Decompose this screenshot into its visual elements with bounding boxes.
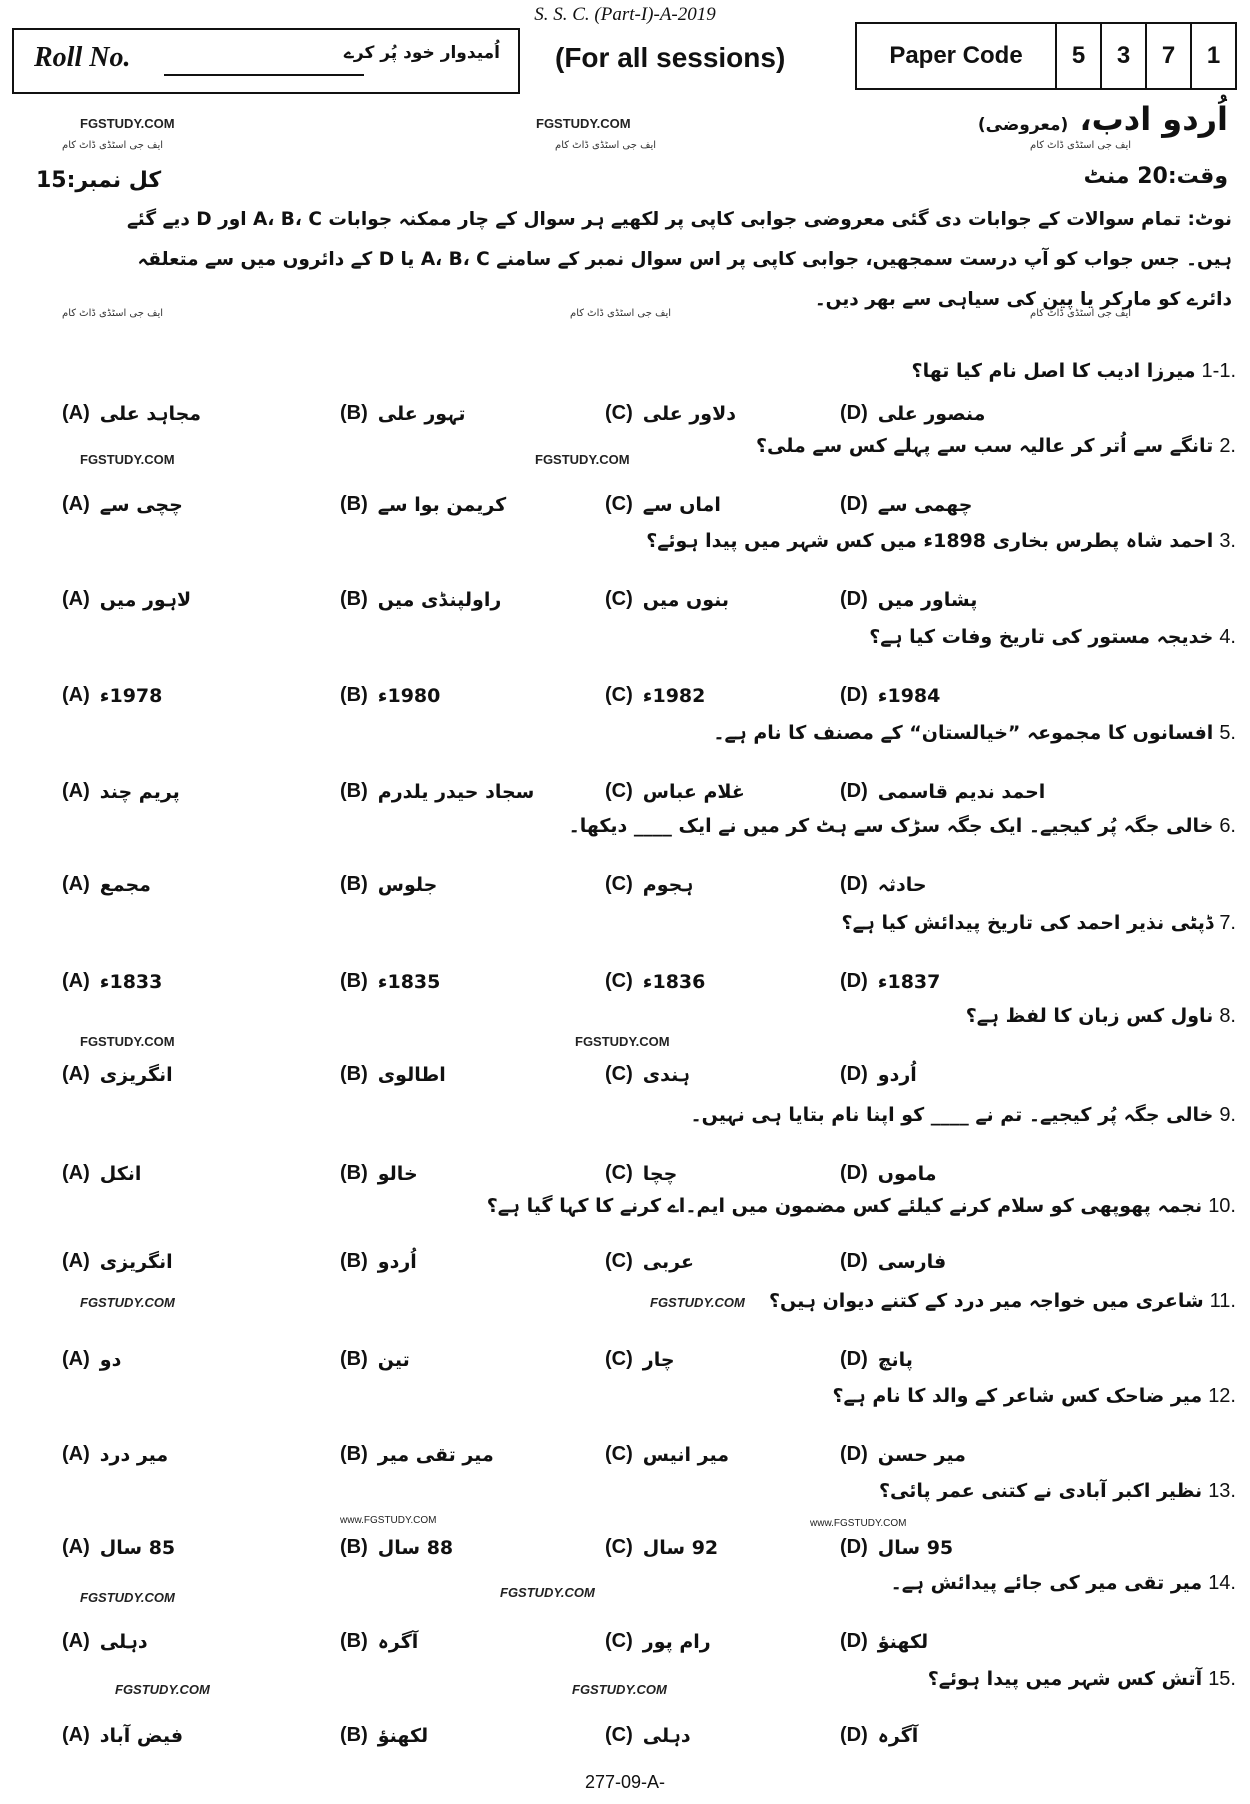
option-d — [840, 873, 927, 896]
option-text: انگریزی — [99, 1250, 173, 1273]
option-b — [340, 493, 506, 516]
question-text: نظیر اکبر آبادی نے کتنی عمر پائی؟ — [878, 1480, 1203, 1502]
option-c — [605, 1063, 690, 1086]
paper-code-label: Paper Code — [889, 42, 1023, 69]
watermark: FGSTUDY.COM — [80, 1034, 175, 1049]
option-label: (A) — [62, 1250, 90, 1272]
option-text: جلوس — [377, 873, 438, 896]
watermark: FGSTUDY.COM — [500, 1585, 595, 1600]
question-text: میر تقی میر کی جائے پیدائش ہے۔ — [890, 1572, 1203, 1594]
option-label: (D) — [840, 1536, 868, 1558]
option-label: (A) — [62, 493, 90, 515]
option-label: (B) — [340, 684, 368, 706]
option-text: فیض آباد — [99, 1724, 184, 1747]
total-marks: کل نمبر:15 — [36, 168, 162, 193]
option-a — [62, 1063, 173, 1086]
option-text: اطالوی — [377, 1063, 446, 1086]
option-label: (B) — [340, 1348, 368, 1370]
option-a — [62, 873, 151, 896]
option-text: اُردو — [377, 1250, 417, 1273]
option-text: راولپنڈی میں — [377, 588, 502, 611]
option-text: رام پور — [642, 1630, 711, 1653]
paper-code-digit: 5 — [1055, 24, 1100, 88]
option-d — [840, 1536, 953, 1559]
option-c — [605, 1443, 729, 1466]
option-c — [605, 1630, 711, 1653]
option-text: چچا — [642, 1162, 678, 1185]
question-9 — [691, 1104, 1237, 1127]
option-text: 1980ء — [377, 684, 441, 707]
question-13 — [879, 1480, 1236, 1503]
option-text: عربی — [642, 1250, 694, 1273]
option-a — [62, 1162, 141, 1185]
option-text: دہلی — [99, 1630, 148, 1653]
option-label: (B) — [340, 493, 368, 515]
option-text: دلاور علی — [642, 402, 736, 425]
option-text: ہجوم — [642, 873, 694, 896]
question-8 — [966, 1005, 1236, 1028]
option-label: (A) — [62, 684, 90, 706]
watermark: FGSTUDY.COM — [572, 1682, 667, 1697]
subject-type: (معروضی) — [977, 115, 1069, 135]
option-a — [62, 1630, 148, 1653]
paper-code-digit: 7 — [1145, 24, 1190, 88]
question-text: احمد شاہ پطرس بخاری 1898ء میں کس شہر میں پیدا ہوئے؟ — [646, 530, 1214, 552]
option-a — [62, 1348, 121, 1371]
question-text: تانگے سے اُتر کر عالیہ سب سے پہلے کس سے ملی؟ — [756, 435, 1214, 457]
question-text: میرزا ادیب کا اصل نام کیا تھا؟ — [911, 360, 1196, 382]
option-text: 85 سال — [99, 1536, 176, 1559]
watermark-urdu: ایف جی اسٹڈی ڈاٹ کام — [62, 308, 164, 319]
option-c — [605, 493, 721, 516]
option-a — [62, 588, 191, 611]
option-b — [340, 873, 437, 896]
option-label: (B) — [340, 588, 368, 610]
option-a — [62, 1536, 175, 1559]
question-text: آتش کس شہر میں پیدا ہوئے؟ — [927, 1668, 1203, 1690]
option-c — [605, 1162, 677, 1185]
footer-code: 277-09-A- — [584, 1772, 666, 1792]
paper-code-digit: 3 — [1100, 24, 1145, 88]
option-label: (D) — [840, 873, 868, 895]
option-b — [340, 970, 440, 993]
watermark: FGSTUDY.COM — [650, 1295, 745, 1310]
option-label: (C) — [605, 402, 633, 424]
question-number: 9. — [1219, 1104, 1236, 1126]
option-c — [605, 1724, 691, 1747]
question-text: شاعری میں خواجہ میر درد کے کتنے دیوان ہیں؟ — [768, 1290, 1204, 1312]
option-label: (B) — [340, 1250, 368, 1272]
watermark-urdu: ایف جی اسٹڈی ڈاٹ کام — [555, 140, 657, 151]
option-text: 1835ء — [377, 970, 441, 993]
option-text: ہندی — [642, 1063, 691, 1086]
option-label: (A) — [62, 402, 90, 424]
watermark: FGSTUDY.COM — [535, 452, 630, 467]
option-text: میر تقی میر — [377, 1443, 494, 1466]
watermark: FGSTUDY.COM — [536, 116, 631, 131]
option-text: مجمع — [99, 873, 151, 896]
option-label: (C) — [605, 1724, 633, 1746]
option-text: دہلی — [642, 1724, 691, 1747]
option-text: ماموں — [877, 1162, 937, 1185]
option-label: (A) — [62, 970, 90, 992]
option-label: (C) — [605, 588, 633, 610]
question-12 — [832, 1385, 1236, 1408]
option-label: (C) — [605, 1536, 633, 1558]
instructions-note: نوٹ: تمام سوالات کے جوابات دی گئی معروضی جوابی کاپی پر لکھیے ہر سوال کے چار ممکنہ جوابات A، B، C اور D دیے گئے ہیں۔ جس جواب کو آپ درست سمجھیں، جوابی کاپی پر اس سوال نمبر کے سامنے A، B، C یا D کے دائروں میں سے متعلقہ دائرے کو مارکر یا پین کی سیاہی سے بھر دیں۔ — [126, 209, 1232, 310]
option-text: پشاور میں — [877, 588, 978, 611]
option-text: لکھنؤ — [877, 1630, 929, 1653]
question-text: نجمہ پھوپھی کو سلام کرنے کیلئے کس مضمون میں ایم۔اے کرنے کا کہا گیا ہے؟ — [486, 1195, 1203, 1217]
option-label: (D) — [840, 588, 868, 610]
option-c — [605, 970, 705, 993]
watermark: FGSTUDY.COM — [80, 1590, 175, 1605]
option-label: (D) — [840, 970, 868, 992]
option-label: (A) — [62, 588, 90, 610]
option-text: آگرہ — [377, 1630, 419, 1653]
option-c — [605, 684, 705, 707]
option-label: (C) — [605, 493, 633, 515]
option-text: منصور علی — [877, 402, 986, 425]
option-label: (C) — [605, 1630, 633, 1652]
option-b — [340, 780, 534, 803]
roll-number-box — [12, 28, 520, 94]
option-d — [840, 493, 972, 516]
watermark: www.FGSTUDY.COM — [810, 1518, 907, 1529]
option-text: دو — [99, 1348, 122, 1371]
option-b — [340, 1063, 446, 1086]
option-label: (B) — [340, 1162, 368, 1184]
option-text: چھمی سے — [877, 493, 973, 516]
option-label: (A) — [62, 873, 90, 895]
watermark-urdu: ایف جی اسٹڈی ڈاٹ کام — [570, 308, 672, 319]
option-label: (B) — [340, 1724, 368, 1746]
watermark-urdu: ایف جی اسٹڈی ڈاٹ کام — [62, 140, 164, 151]
option-text: تین — [377, 1348, 410, 1371]
question-text: میر ضاحک کس شاعر کے والد کا نام ہے؟ — [832, 1385, 1203, 1407]
question-6 — [569, 815, 1236, 838]
option-text: 88 سال — [377, 1536, 454, 1559]
option-label: (B) — [340, 1443, 368, 1465]
option-c — [605, 402, 736, 425]
question-text: ناول کس زبان کا لفظ ہے؟ — [965, 1005, 1214, 1027]
question-number: 10. — [1208, 1195, 1236, 1217]
option-text: 1836ء — [642, 970, 706, 993]
watermark: FGSTUDY.COM — [80, 116, 175, 131]
option-label: (D) — [840, 1443, 868, 1465]
option-c — [605, 1250, 694, 1273]
option-b — [340, 1724, 428, 1747]
option-label: (A) — [62, 1443, 90, 1465]
option-a — [62, 970, 162, 993]
question-number: 5. — [1219, 722, 1236, 744]
option-text: 1978ء — [99, 684, 163, 707]
option-text: میر انیس — [642, 1443, 729, 1466]
watermark-urdu: ایف جی اسٹڈی ڈاٹ کام — [1030, 140, 1132, 151]
option-label: (D) — [840, 493, 868, 515]
option-text: فارسی — [877, 1250, 947, 1273]
option-c — [605, 873, 693, 896]
option-label: (A) — [62, 780, 90, 802]
option-b — [340, 1443, 494, 1466]
option-label: (C) — [605, 1162, 633, 1184]
subject-title: اُردو ادب، (معروضی) — [977, 100, 1228, 138]
option-b — [340, 402, 465, 425]
question-number: 2. — [1219, 435, 1236, 457]
option-label: (C) — [605, 1348, 633, 1370]
option-a — [62, 1724, 183, 1747]
watermark: FGSTUDY.COM — [80, 1295, 175, 1310]
option-label: (C) — [605, 684, 633, 706]
option-label: (B) — [340, 1630, 368, 1652]
option-label: (A) — [62, 1063, 90, 1085]
sessions-label: (For all sessions) — [555, 42, 786, 73]
option-b — [340, 588, 501, 611]
option-label: (D) — [840, 1348, 868, 1370]
option-text: خالو — [377, 1162, 418, 1185]
question-11 — [769, 1290, 1236, 1313]
option-text: 92 سال — [642, 1536, 719, 1559]
option-text: آگرہ — [877, 1724, 919, 1747]
option-a — [62, 1250, 173, 1273]
option-a — [62, 1443, 168, 1466]
question-10 — [487, 1195, 1236, 1218]
option-d — [840, 684, 940, 707]
option-a — [62, 402, 201, 425]
option-label: (D) — [840, 1630, 868, 1652]
option-label: (C) — [605, 970, 633, 992]
option-text: اماں سے — [642, 493, 721, 516]
option-text: انگریزی — [99, 1063, 173, 1086]
option-label: (C) — [605, 873, 633, 895]
option-b — [340, 1630, 418, 1653]
question-number: 1-1. — [1201, 360, 1236, 382]
option-label: (A) — [62, 1630, 90, 1652]
question-number: 12. — [1208, 1385, 1236, 1407]
option-label: (C) — [605, 1250, 633, 1272]
option-text: چار — [642, 1348, 675, 1371]
roll-instruction: اُمیدوار خود پُر کرے — [343, 43, 500, 63]
option-text: احمد ندیم قاسمی — [877, 780, 1046, 803]
watermark: www.FGSTUDY.COM — [340, 1515, 437, 1526]
option-c — [605, 1348, 675, 1371]
option-text: میر درد — [99, 1443, 169, 1466]
question-number: 3. — [1219, 530, 1236, 552]
option-label: (A) — [62, 1724, 90, 1746]
question-text: افسانوں کا مجموعہ ”خیالستان“ کے مصنف کا نام ہے۔ — [713, 722, 1214, 744]
option-d — [840, 1724, 918, 1747]
option-d — [840, 1348, 913, 1371]
question-number: 8. — [1219, 1005, 1236, 1027]
option-a — [62, 684, 162, 707]
paper-code-box — [855, 22, 1237, 90]
option-b — [340, 684, 440, 707]
option-label: (B) — [340, 780, 368, 802]
option-label: (A) — [62, 1536, 90, 1558]
roll-label: Roll No. — [34, 42, 131, 73]
option-label: (D) — [840, 684, 868, 706]
option-text: پانچ — [877, 1348, 913, 1371]
option-c — [605, 1536, 718, 1559]
option-text: 95 سال — [877, 1536, 954, 1559]
watermark: FGSTUDY.COM — [115, 1682, 210, 1697]
question-number: 4. — [1219, 626, 1236, 648]
subject-name: اُردو ادب — [1091, 100, 1228, 138]
option-a — [62, 493, 183, 516]
option-d — [840, 1443, 966, 1466]
option-d — [840, 1063, 917, 1086]
option-label: (A) — [62, 1162, 90, 1184]
option-text: اُردو — [877, 1063, 917, 1086]
option-a — [62, 780, 180, 803]
option-d — [840, 1630, 928, 1653]
option-text: سجاد حیدر یلدرم — [377, 780, 535, 803]
option-label: (B) — [340, 970, 368, 992]
question-4 — [869, 626, 1236, 649]
time-allowed: وقت:20 منٹ — [1083, 164, 1228, 189]
option-b — [340, 1162, 418, 1185]
option-text: 1982ء — [642, 684, 706, 707]
option-label: (D) — [840, 1063, 868, 1085]
question-number: 15. — [1208, 1668, 1236, 1690]
watermark-urdu: ایف جی اسٹڈی ڈاٹ کام — [1030, 308, 1132, 319]
question-15 — [928, 1668, 1236, 1691]
question-14 — [891, 1572, 1236, 1595]
roll-number-field[interactable] — [164, 74, 364, 76]
option-text: پریم چند — [99, 780, 180, 803]
option-text: میر حسن — [877, 1443, 966, 1466]
question-number: 6. — [1219, 815, 1236, 837]
option-text: کریمن بوا سے — [377, 493, 507, 516]
question-text: خالی جگہ پُر کیجیے۔ ایک جگہ سڑک سے ہٹ کر میں نے ایک ____ دیکھا۔ — [568, 815, 1214, 837]
question-3 — [646, 530, 1236, 553]
option-label: (A) — [62, 1348, 90, 1370]
option-c — [605, 588, 729, 611]
option-d — [840, 402, 985, 425]
option-text: لاہور میں — [99, 588, 192, 611]
option-b — [340, 1536, 453, 1559]
question-number: 13. — [1208, 1480, 1236, 1502]
option-label: (C) — [605, 780, 633, 802]
paper-code-digit: 1 — [1190, 24, 1235, 88]
question-1 — [912, 360, 1236, 383]
option-text: مجاہد علی — [99, 402, 202, 425]
option-b — [340, 1348, 410, 1371]
question-number: 11. — [1209, 1290, 1236, 1312]
option-label: (D) — [840, 1250, 868, 1272]
watermark: FGSTUDY.COM — [80, 452, 175, 467]
option-label: (D) — [840, 1162, 868, 1184]
option-label: (B) — [340, 1063, 368, 1085]
question-number: 7. — [1219, 912, 1236, 934]
question-number: 14. — [1208, 1572, 1236, 1594]
question-2 — [756, 435, 1236, 458]
option-c — [605, 780, 745, 803]
option-label: (B) — [340, 1536, 368, 1558]
option-label: (B) — [340, 402, 368, 424]
option-label: (D) — [840, 780, 868, 802]
option-label: (D) — [840, 1724, 868, 1746]
option-text: تہور علی — [377, 402, 466, 425]
option-text: انکل — [99, 1162, 142, 1185]
option-text: چچی سے — [99, 493, 183, 516]
question-text: خدیجہ مستور کی تاریخ وفات کیا ہے؟ — [869, 626, 1214, 648]
option-b — [340, 1250, 417, 1273]
question-7 — [842, 912, 1236, 935]
option-d — [840, 1250, 946, 1273]
option-text: 1837ء — [877, 970, 941, 993]
option-d — [840, 780, 1045, 803]
option-text: 1833ء — [99, 970, 163, 993]
option-text: لکھنؤ — [377, 1724, 429, 1747]
option-d — [840, 588, 977, 611]
question-text: ڈپٹی نذیر احمد کی تاریخ پیدائش کیا ہے؟ — [841, 912, 1214, 934]
question-5 — [713, 722, 1236, 745]
option-text: غلام عباس — [642, 780, 745, 803]
option-text: حادثہ — [877, 873, 927, 896]
watermark: FGSTUDY.COM — [575, 1034, 670, 1049]
question-text: خالی جگہ پُر کیجیے۔ تم نے ____ کو اپنا نام بتایا ہی نہیں۔ — [690, 1104, 1214, 1126]
option-label: (C) — [605, 1443, 633, 1465]
option-d — [840, 1162, 937, 1185]
option-d — [840, 970, 940, 993]
option-text: بنوں میں — [642, 588, 730, 611]
option-label: (B) — [340, 873, 368, 895]
option-label: (D) — [840, 402, 868, 424]
option-text: 1984ء — [877, 684, 941, 707]
exam-title: S. S. C. (Part-I)-A-2019 — [534, 4, 716, 25]
option-label: (C) — [605, 1063, 633, 1085]
